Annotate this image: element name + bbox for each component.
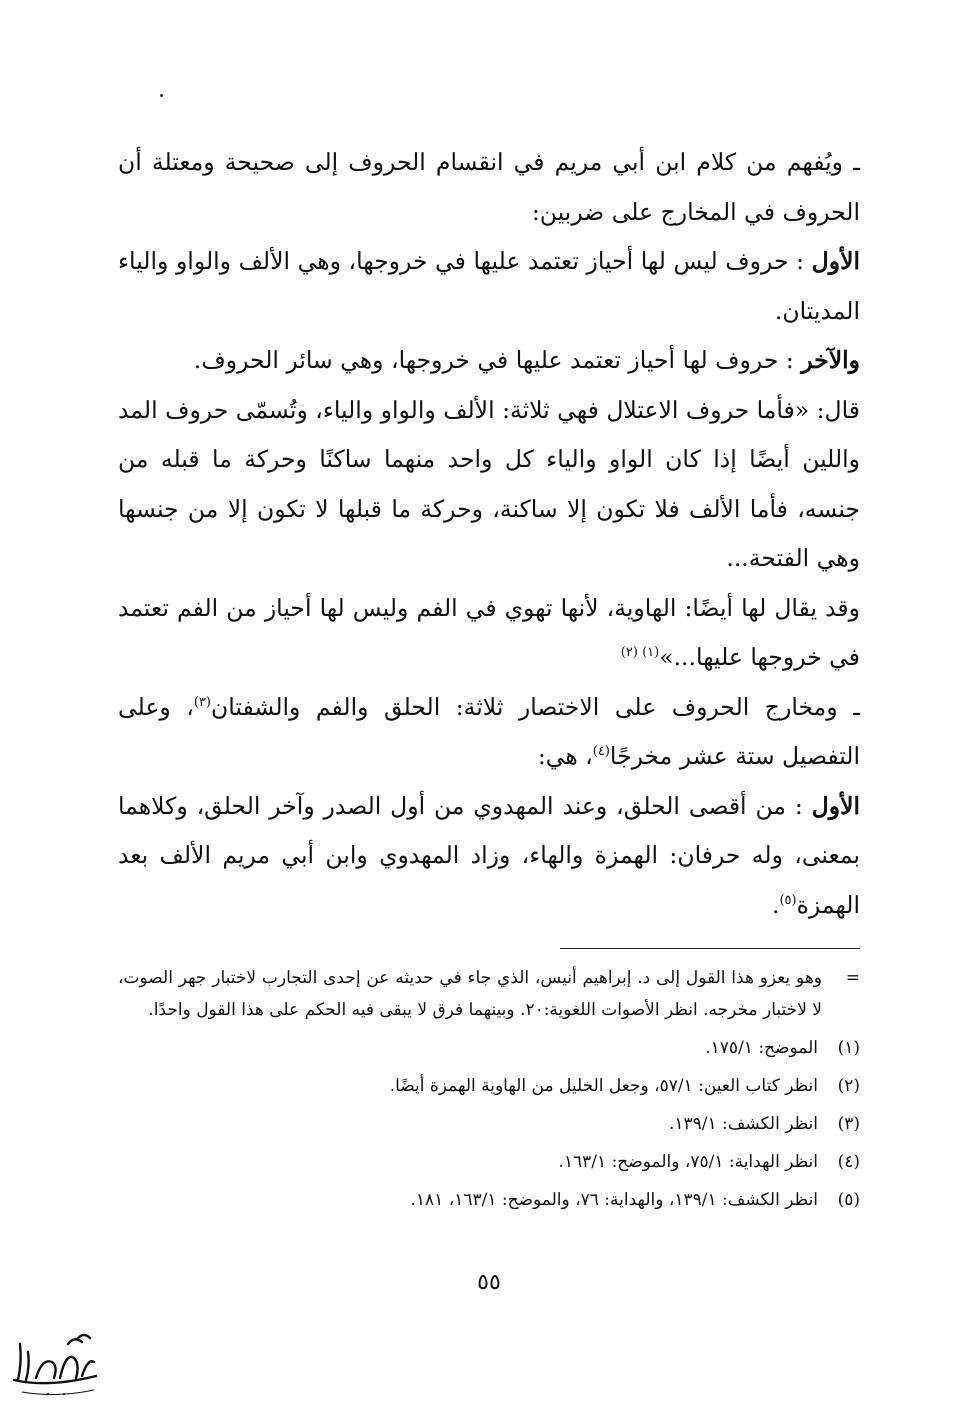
- paragraph-5: [118, 584, 860, 683]
- footnote-number: (٢): [837, 1076, 860, 1096]
- footnote-item: [118, 1146, 860, 1178]
- paragraph-3-label: والآخر: [801, 346, 860, 374]
- footnote-text: انظر الهداية: ٧٥/١، والموضح: ١٦٣/١.: [558, 1152, 818, 1172]
- paragraph-6-part-a: ـ ومخارج الحروف على الاختصار ثلاثة: الحلق والفم والشفتان: [210, 692, 860, 721]
- footnote-ref-4[interactable]: (٤): [592, 744, 610, 760]
- paragraph-6-part-c: ، هي:: [537, 742, 593, 770]
- footnote-ref-5[interactable]: (٥): [779, 892, 797, 908]
- footnote-text: انظر كتاب العين: ٥٧/١، وجعل الخليل من الهاوية الهمزة أيضًا.: [389, 1076, 818, 1096]
- footnote-text: الموضح: ١٧٥/١.: [705, 1038, 818, 1058]
- paragraph-4: قال: «فأما حروف الاعتلال فهي ثلاثة: الألف والواو والياء، وتُسمّى حروف المد واللين أيضًا إذا كان الواو والياء كل واحد منهما ساكنًا وحركة ما قبله من جنسه، فأما الألف فلا تكون إلا ساكنة، وحركة ما قبلها لا تكون إلا من جنسها وهي الفتحة...: [118, 395, 860, 572]
- paragraph-6: [118, 683, 860, 782]
- paragraph-3-text: : حروف لها أحياز تعتمد عليها في خروجها، وهي سائر الحروف.: [193, 346, 802, 374]
- footnote-ref-3[interactable]: (٣): [193, 694, 211, 710]
- footnote-text: انظر الكشف: ١٣٩/١.: [668, 1114, 818, 1134]
- footnote-divider: [560, 948, 860, 949]
- paragraph-2-label: الأول: [811, 247, 860, 275]
- publisher-logo-icon: [8, 1322, 104, 1402]
- paragraph-7-text: : من أقصى الحلق، وعند المهدوي من أول الصدر وآخر الحلق، وكلاهما بمعنى، وله حرفان: الهمزة والهاء، وزاد المهدوي وابن أبي مريم الألف بعد الهمزة: [118, 791, 860, 919]
- paragraph-5-text: وقد يقال لها أيضًا: الهاوية، لأنها تهوي في الفم وليس لها أحياز من الفم تعتمد في خروجها عليها...»: [118, 593, 860, 671]
- footnote-number: (٤): [837, 1152, 860, 1172]
- paragraph-6-part-b: ، وعلى التفصيل ستة عشر مخرجًا: [118, 692, 860, 770]
- footnotes-section: [118, 962, 860, 1216]
- footnote-item: [118, 1108, 860, 1140]
- page-number: ٥٥: [477, 1270, 501, 1295]
- footnote-number: (٣): [837, 1114, 860, 1134]
- main-text: [118, 138, 860, 930]
- paragraph-2: [118, 237, 860, 336]
- paragraph-7-label: الأول: [811, 791, 860, 820]
- footnote-continuation: [118, 962, 860, 1026]
- paragraph-1: ـ ويُفهم من كلام ابن أبي مريم في انقسام الحروف إلى صحيحة ومعتلة أن الحروف في المخارج على ضربين:: [118, 148, 860, 226]
- continuation-marker: =: [845, 968, 860, 988]
- paragraph-7: [118, 782, 860, 931]
- paragraph-3: [118, 336, 860, 386]
- footnote-item: [118, 1070, 860, 1102]
- continuation-text: وهو يعزو هذا القول إلى د. إبراهيم أنيس، الذي جاء في حديثه عن إحدى التجارب لاختبار جهر الصوت، لا لاختبار مخرجه. انظر الأصوات اللغوية:٢٠. وبينهما فرق لا يبقى فيه الحكم على هذا القول واحدًا.: [118, 968, 822, 1020]
- footnote-item: [118, 1184, 860, 1216]
- paragraph-2-text: : حروف ليس لها أحياز تعتمد عليها في خروجها، وهي الألف والواو والياء المديتان.: [118, 247, 860, 325]
- footnote-item: [118, 1032, 860, 1064]
- footnote-number: (٥): [837, 1190, 860, 1210]
- stray-dot: [160, 94, 163, 97]
- footnote-number: (١): [837, 1038, 860, 1058]
- footnote-text: انظر الكشف: ١٣٩/١، والهداية: ٧٦، والموضح: ١٦٣/١، ١٨١.: [410, 1190, 818, 1210]
- paragraph-7-end: .: [771, 890, 780, 919]
- footnote-ref-1-2[interactable]: (١) (٢): [620, 645, 660, 661]
